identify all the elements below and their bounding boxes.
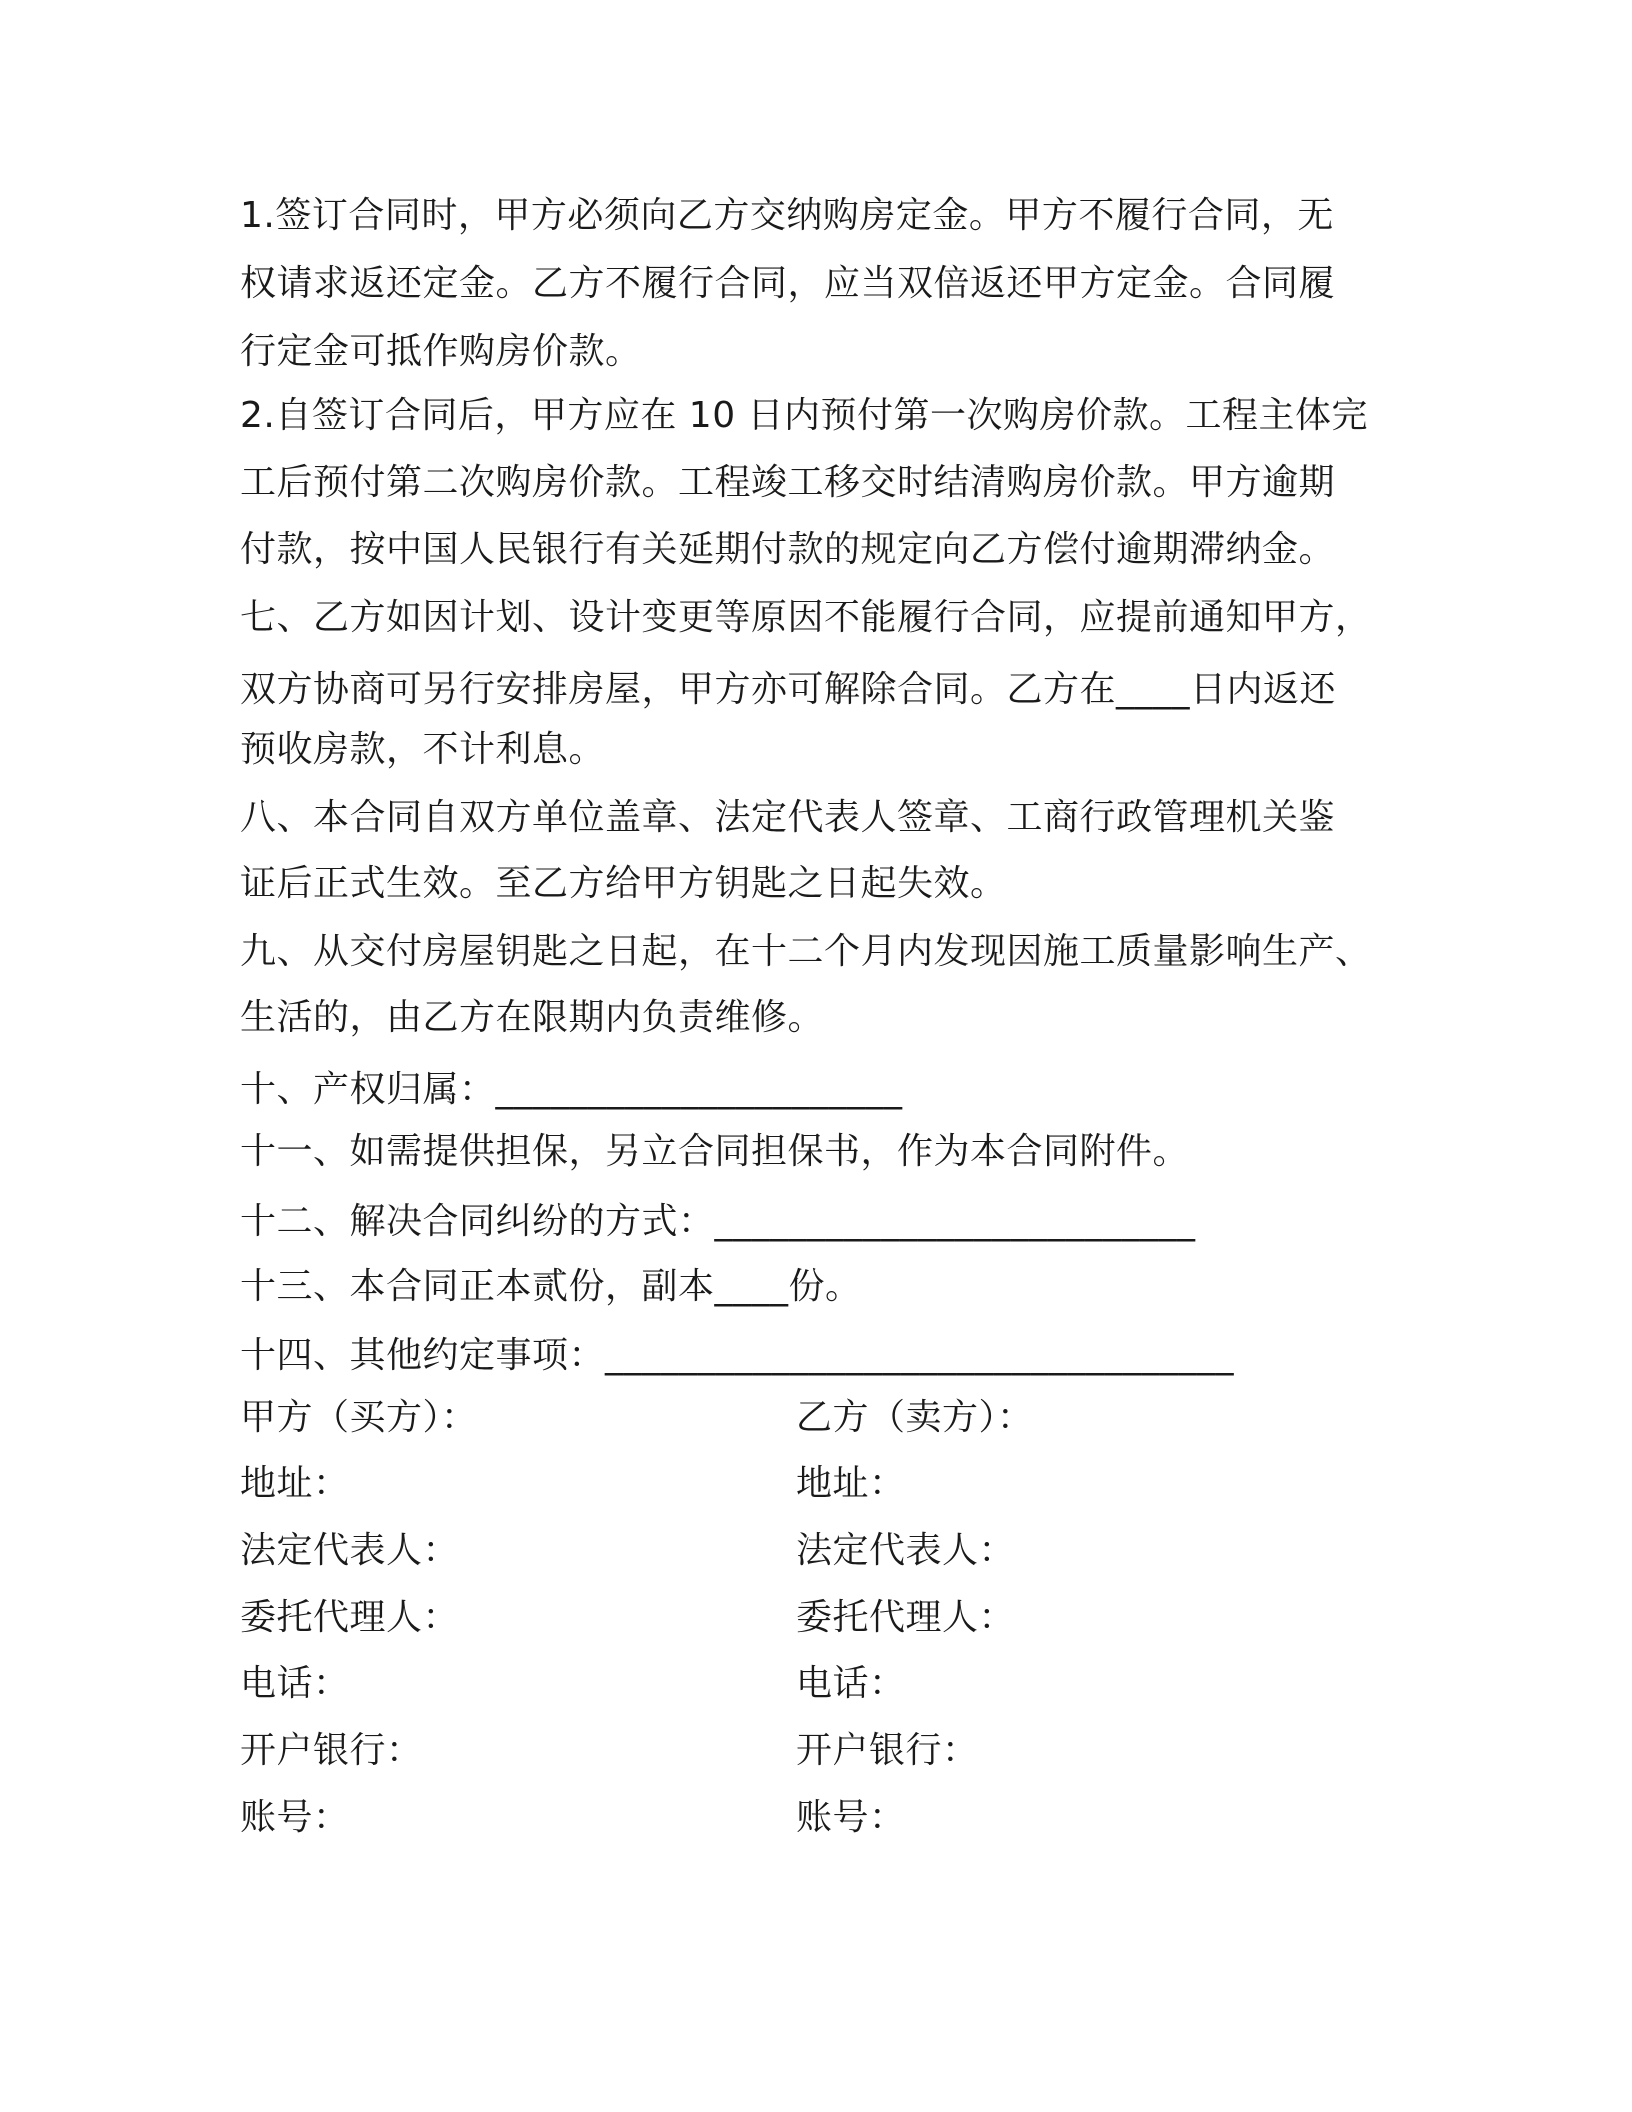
clause-text-line: 十一、如需提供担保，另立合同担保书，作为本合同附件。 [240,1131,1190,1172]
party-b-legal-rep-label: 法定代表人： [796,1530,1016,1571]
clause-text-line: 九、从交付房屋钥匙之日起，在十二个月内发现因施工质量影响生产、 [240,931,1372,972]
clause-text-line: 双方协商可另行安排房屋，甲方亦可解除合同。乙方在____日内返还 [240,669,1337,710]
clause-text-line: 十四、其他约定事项：__________________________________ [240,1335,1235,1376]
party-a-bank-label: 开户银行： [240,1730,423,1771]
clause-text-line: 工后预付第二次购房价款。工程竣工移交时结清购房价款。甲方逾期 [240,462,1336,503]
clause-text-line: 八、本合同自双方单位盖章、法定代表人签章、工商行政管理机关鉴 [240,797,1336,838]
party-a-phone-label: 电话： [240,1663,350,1704]
clause-text-line: 付款，按中国人民银行有关延期付款的规定向乙方偿付逾期滞纳金。 [240,529,1336,570]
party-b-bank-label: 开户银行： [796,1730,979,1771]
clause-text-line: 十三、本合同正本贰份，副本____份。 [240,1266,862,1307]
clause-text-line: 行定金可抵作购房价款。 [240,331,642,372]
party-a-title: 甲方（买方）： [240,1397,478,1438]
party-b-phone-label: 电话： [796,1663,906,1704]
party-b-account-label: 账号： [796,1797,906,1838]
party-b-title: 乙方（卖方）： [796,1397,1034,1438]
clause-text-line: 预收房款，不计利息。 [240,729,606,770]
party-a-address-label: 地址： [240,1463,350,1504]
clause-text-line: 十、产权归属：______________________ [240,1069,903,1110]
party-a-legal-rep-label: 法定代表人： [240,1530,460,1571]
clause-text-line: 七、乙方如因计划、设计变更等原因不能履行合同，应提前通知甲方， [240,597,1372,638]
clause-text-line: 生活的，由乙方在限期内负责维修。 [240,997,825,1038]
clause-text-line: 权请求返还定金。乙方不履行合同，应当双倍返还甲方定金。合同履 [240,263,1336,304]
clause-text-line: 证后正式生效。至乙方给甲方钥匙之日起失效。 [240,863,1007,904]
party-b-agent-label: 委托代理人： [796,1597,1016,1638]
party-a-account-label: 账号： [240,1797,350,1838]
clause-text-line: 十二、解决合同纠纷的方式：__________________________ [240,1201,1196,1242]
clause-text-line: 2.自签订合同后，甲方应在 10 日内预付第一次购房价款。工程主体完 [240,395,1369,436]
clause-text-line: 1.签订合同时，甲方必须向乙方交纳购房定金。甲方不履行合同，无 [240,195,1334,236]
party-b-address-label: 地址： [796,1463,906,1504]
party-a-agent-label: 委托代理人： [240,1597,460,1638]
